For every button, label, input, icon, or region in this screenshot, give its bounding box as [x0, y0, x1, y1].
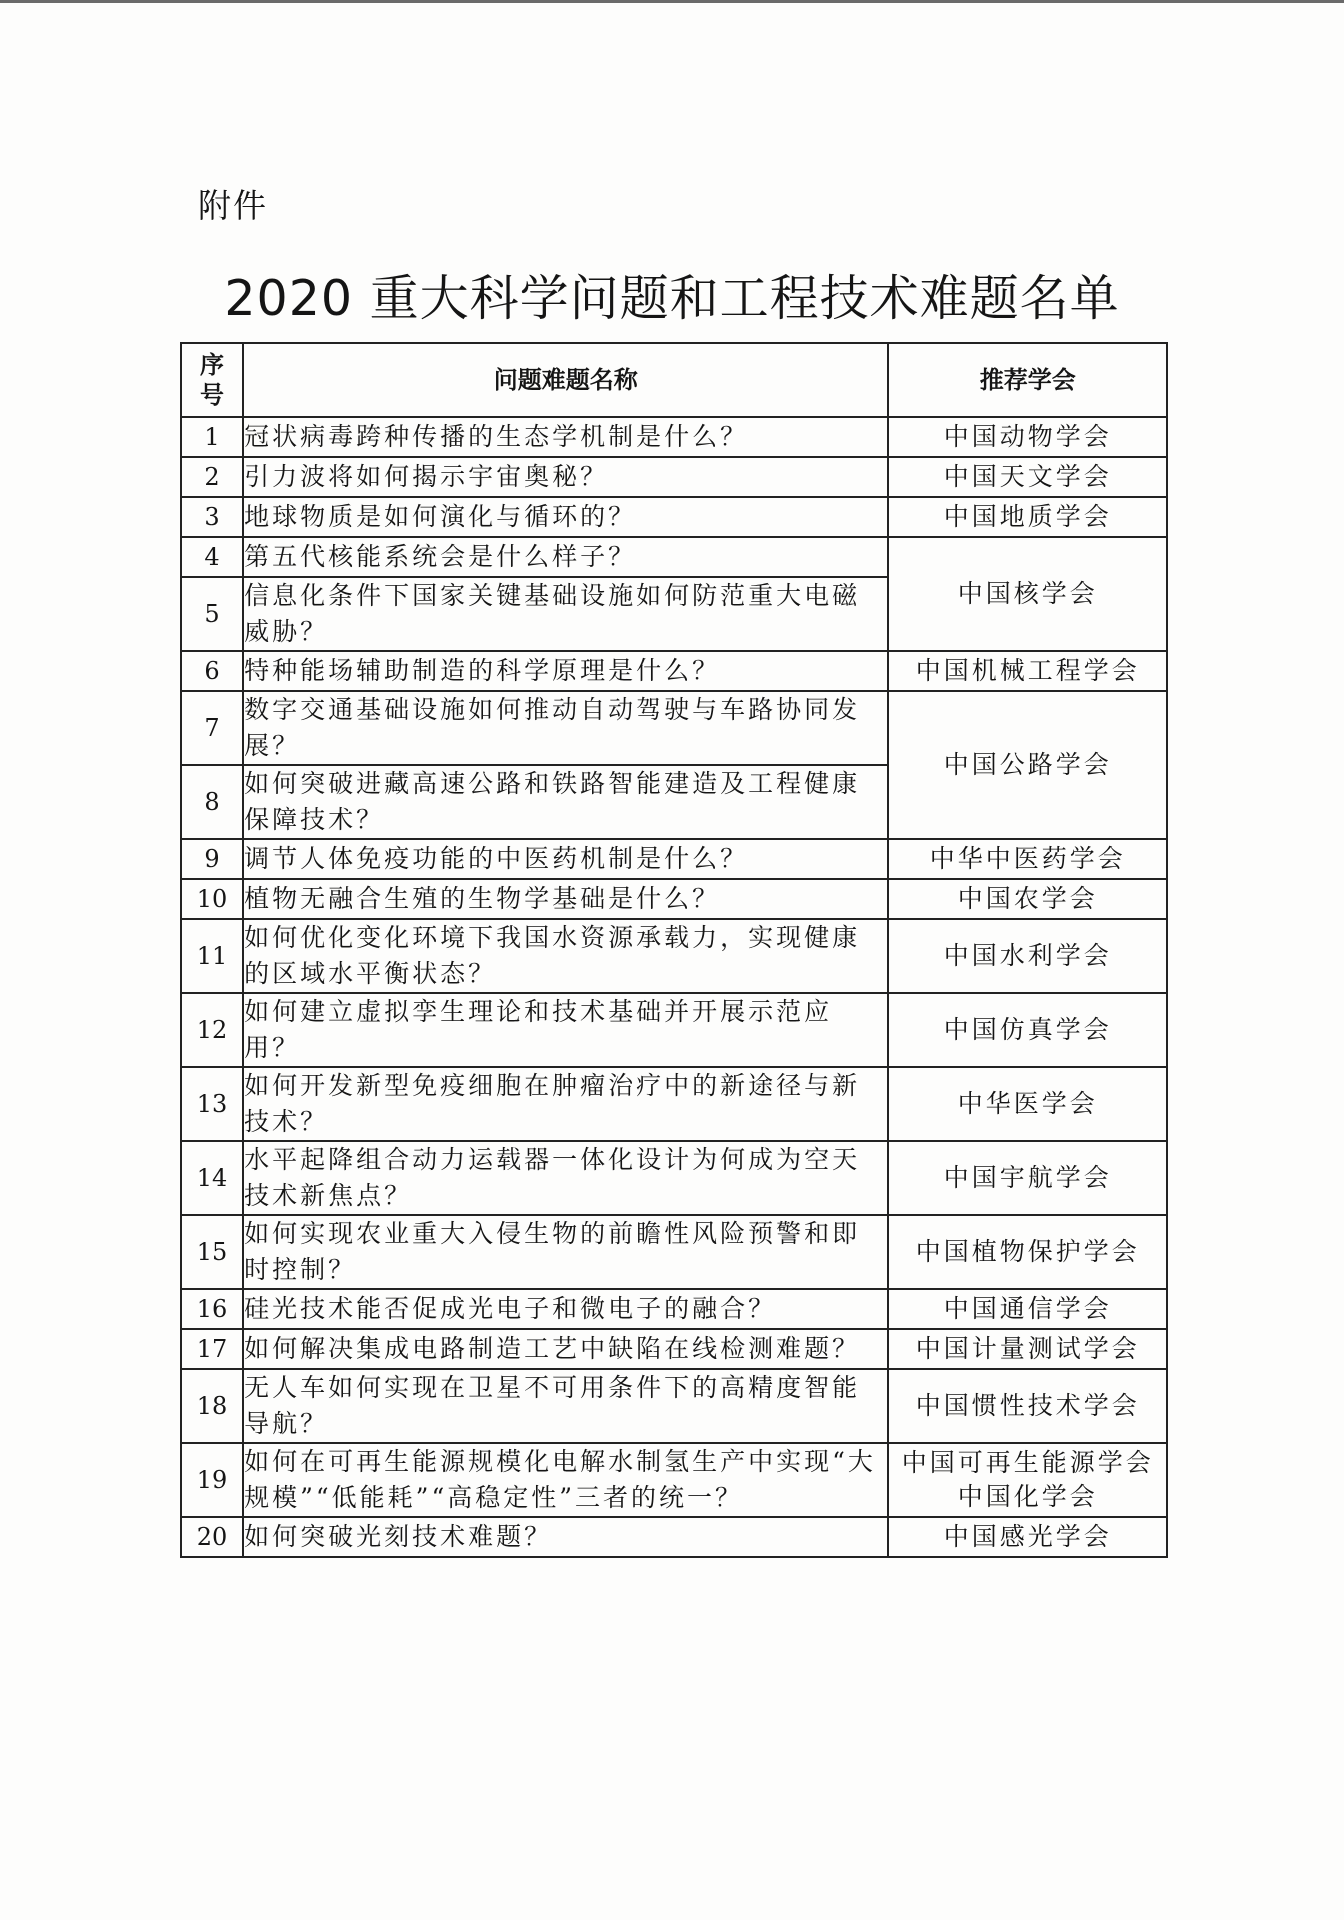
table-row [181, 1215, 1167, 1289]
table-row [181, 537, 1167, 577]
row-number: 19 [181, 1443, 243, 1517]
row-number: 9 [181, 839, 243, 879]
row-society-merged: 中国核学会 [888, 537, 1167, 651]
scan-top-edge [0, 0, 1344, 3]
row-question: 如何在可再生能源规模化电解水制氢生产中实现“大规模”“低能耗”“高稳定性”三者的统一？ [243, 1443, 888, 1517]
row-number: 6 [181, 651, 243, 691]
row-society: 中国通信学会 [888, 1289, 1167, 1329]
row-number: 1 [181, 417, 243, 457]
row-society: 中国天文学会 [888, 457, 1167, 497]
table-row [181, 691, 1167, 765]
table-row [181, 457, 1167, 497]
table-header-row [181, 343, 1167, 417]
row-society: 中国计量测试学会 [888, 1329, 1167, 1369]
row-number: 4 [181, 537, 243, 577]
row-question: 地球物质是如何演化与循环的？ [243, 497, 888, 537]
row-number: 18 [181, 1369, 243, 1443]
table-row [181, 839, 1167, 879]
table-row [181, 1141, 1167, 1215]
row-number: 2 [181, 457, 243, 497]
row-question: 如何突破进藏高速公路和铁路智能建造及工程健康保障技术？ [243, 765, 888, 839]
row-question: 植物无融合生殖的生物学基础是什么？ [243, 879, 888, 919]
table-row [181, 497, 1167, 537]
row-number: 20 [181, 1517, 243, 1557]
row-society: 中国水利学会 [888, 919, 1167, 993]
row-society: 中华医学会 [888, 1067, 1167, 1141]
table-row [181, 1517, 1167, 1557]
table-row [181, 1369, 1167, 1443]
header-question-name: 问题难题名称 [243, 343, 888, 417]
row-number: 5 [181, 577, 243, 651]
row-number: 15 [181, 1215, 243, 1289]
row-question: 引力波将如何揭示宇宙奥秘？ [243, 457, 888, 497]
row-number: 7 [181, 691, 243, 765]
table-row [181, 993, 1167, 1067]
row-number: 3 [181, 497, 243, 537]
table-row [181, 651, 1167, 691]
row-question: 如何建立虚拟孪生理论和技术基础并开展示范应用？ [243, 993, 888, 1067]
attachment-label: 附件 [198, 186, 268, 225]
table-row [181, 1329, 1167, 1369]
row-question: 信息化条件下国家关键基础设施如何防范重大电磁威胁？ [243, 577, 888, 651]
table-row [181, 919, 1167, 993]
row-question: 调节人体免疫功能的中医药机制是什么？ [243, 839, 888, 879]
row-society: 中国动物学会 [888, 417, 1167, 457]
row-society: 中国植物保护学会 [888, 1215, 1167, 1289]
row-question: 无人车如何实现在卫星不可用条件下的高精度智能导航？ [243, 1369, 888, 1443]
row-society: 中国机械工程学会 [888, 651, 1167, 691]
row-number: 8 [181, 765, 243, 839]
row-society: 中国惯性技术学会 [888, 1369, 1167, 1443]
row-number: 10 [181, 879, 243, 919]
row-number: 11 [181, 919, 243, 993]
row-society: 中国宇航学会 [888, 1141, 1167, 1215]
document-title: 2020 重大科学问题和工程技术难题名单 [224, 270, 1120, 327]
row-society: 中华中医药学会 [888, 839, 1167, 879]
row-society: 中国感光学会 [888, 1517, 1167, 1557]
row-question: 冠状病毒跨种传播的生态学机制是什么？ [243, 417, 888, 457]
table-row [181, 1067, 1167, 1141]
row-society: 中国农学会 [888, 879, 1167, 919]
row-question: 硅光技术能否促成光电子和微电子的融合？ [243, 1289, 888, 1329]
row-question: 特种能场辅助制造的科学原理是什么？ [243, 651, 888, 691]
row-question: 数字交通基础设施如何推动自动驾驶与车路协同发展？ [243, 691, 888, 765]
row-number: 13 [181, 1067, 243, 1141]
row-society: 中国可再生能源学会 [901, 1448, 1154, 1477]
header-recommending-society: 推荐学会 [888, 343, 1167, 417]
row-number: 12 [181, 993, 243, 1067]
row-number: 16 [181, 1289, 243, 1329]
row-number: 17 [181, 1329, 243, 1369]
row-society: 中国地质学会 [888, 497, 1167, 537]
table-row [181, 879, 1167, 919]
row-question: 如何解决集成电路制造工艺中缺陷在线检测难题？ [243, 1329, 888, 1369]
row-question: 水平起降组合动力运载器一体化设计为何成为空天技术新焦点？ [243, 1141, 888, 1215]
row-number: 14 [181, 1141, 243, 1215]
table-row [181, 1443, 1167, 1517]
table-row [181, 417, 1167, 457]
row-society-multi [888, 1443, 1167, 1517]
row-question: 第五代核能系统会是什么样子？ [243, 537, 888, 577]
row-question: 如何优化变化环境下我国水资源承载力，实现健康的区域水平衡状态？ [243, 919, 888, 993]
row-society: 中国仿真学会 [888, 993, 1167, 1067]
row-society-merged: 中国公路学会 [888, 691, 1167, 839]
table-row [181, 1289, 1167, 1329]
row-question: 如何实现农业重大入侵生物的前瞻性风险预警和即时控制？ [243, 1215, 888, 1289]
row-question: 如何开发新型免疫细胞在肿瘤治疗中的新途径与新技术？ [243, 1067, 888, 1141]
row-question: 如何突破光刻技术难题？ [243, 1517, 888, 1557]
row-society-second: 中国化学会 [957, 1482, 1098, 1511]
problem-list-table [180, 342, 1168, 1558]
header-serial-no: 序号 [181, 343, 243, 417]
